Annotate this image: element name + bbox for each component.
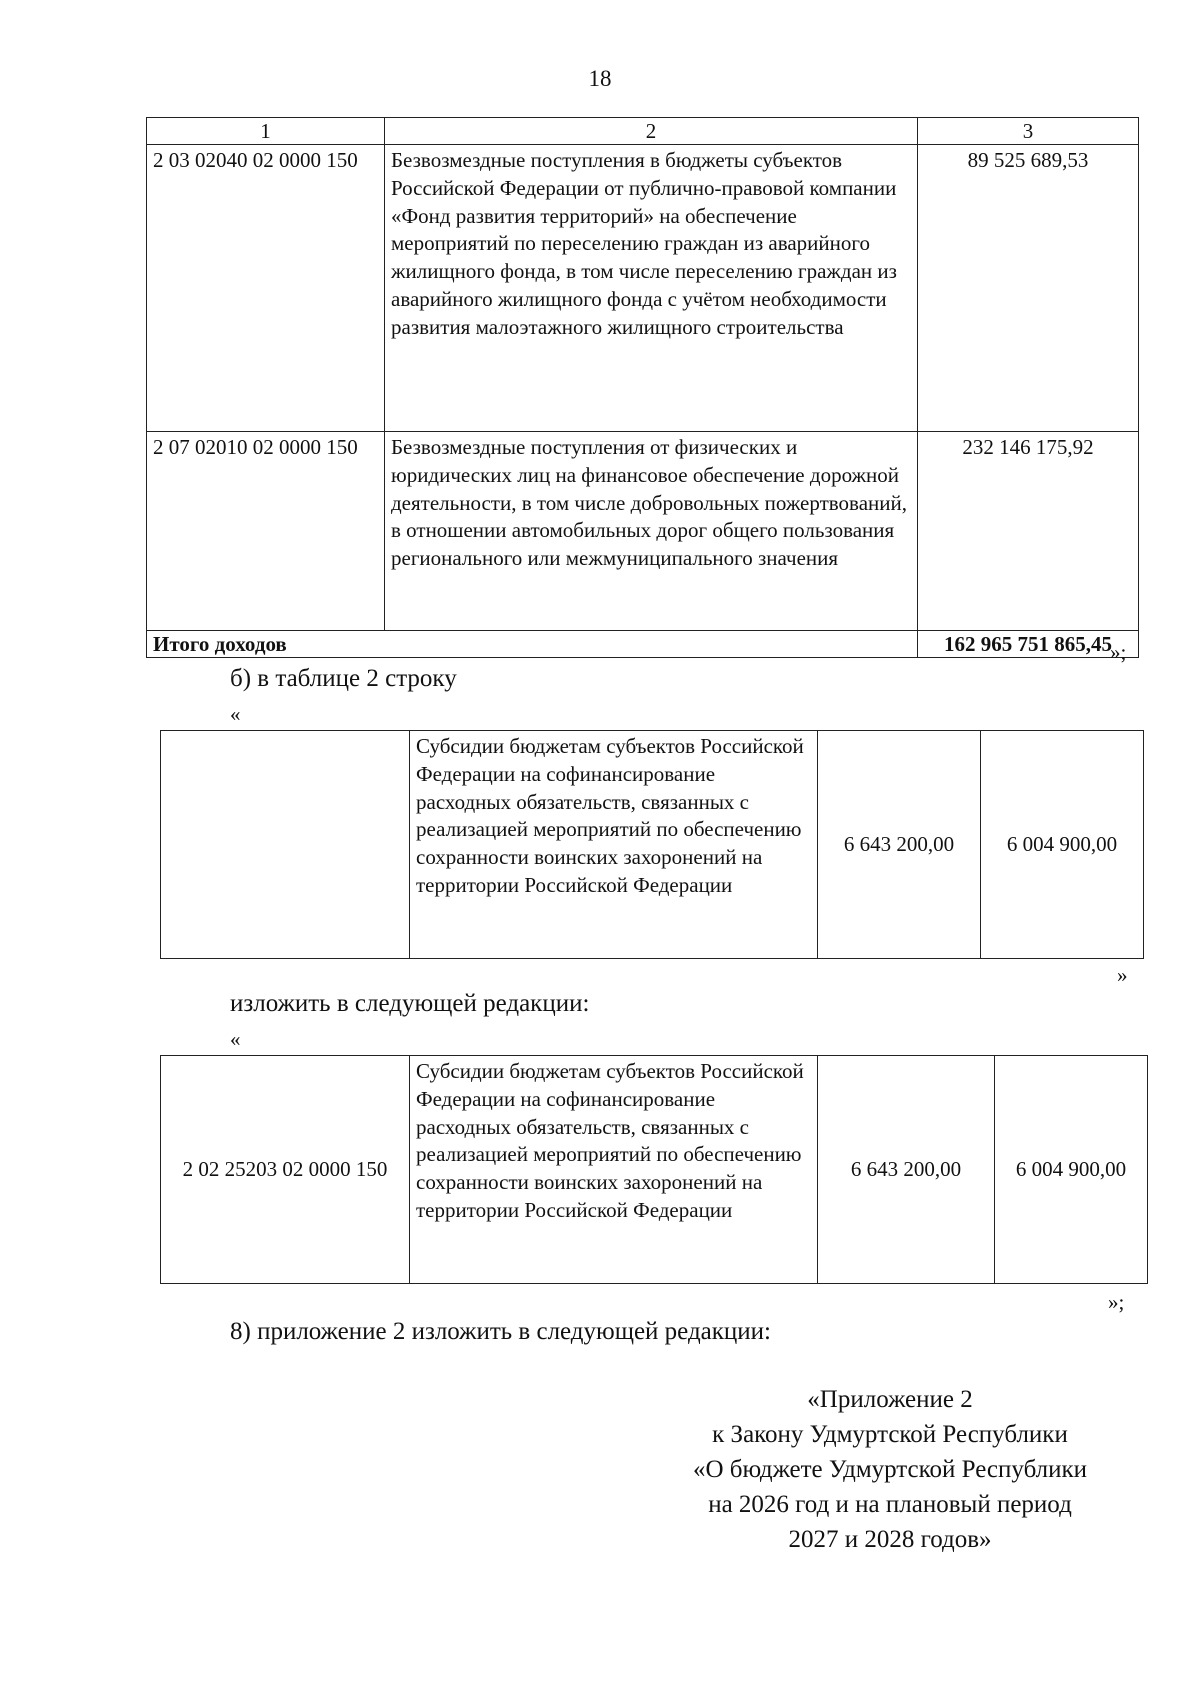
header-col-3: 3 [918, 118, 1139, 145]
row-description: Субсидии бюджетам субъектов Российской Федерации на софинансирование расходных обязательств, связанных с реализацией мероприятий по обеспечению сохранности воинских захоронений на территории Российской Федерации [410, 731, 818, 959]
appendix-line: «О бюджете Удмуртской Республики [692, 1456, 1088, 1483]
closing-quote: »; [1108, 1290, 1125, 1314]
table-row [147, 432, 1139, 631]
row-code: 2 07 02010 02 0000 150 [147, 432, 385, 631]
row-description: Безвозмездные поступления в бюджеты субъектов Российской Федерации от публично-правовой компании «Фонд развития территорий» на обеспечение мероприятий по переселению граждан из аварийного жилищного фонда, в том числе переселению граждан из аварийного жилищного фонда с учётом необходимости развития малоэтажного жилищного строительства [385, 145, 918, 432]
row-amount: 89 525 689,53 [918, 145, 1139, 432]
row-value-2028: 6 004 900,00 [995, 1056, 1148, 1284]
appendix-line: 2027 и 2028 годов» [788, 1526, 992, 1553]
total-row [147, 631, 1139, 658]
row-value-2027: 6 643 200,00 [818, 1056, 995, 1284]
appendix-line: к Закону Удмуртской Республики [712, 1421, 1068, 1448]
old-row-table [160, 730, 1144, 959]
row-amount: 232 146 175,92 [918, 432, 1139, 631]
appendix-line: на 2026 год и на плановый период [708, 1491, 1072, 1518]
new-row-table [160, 1055, 1148, 1284]
closing-quote: »; [1110, 640, 1127, 664]
table-row [147, 145, 1139, 432]
row-code: 2 03 02040 02 0000 150 [147, 145, 385, 432]
total-value: 162 965 751 865,45 [918, 631, 1139, 658]
table-row [161, 1056, 1148, 1284]
header-col-1: 1 [147, 118, 385, 145]
appendix-line: «Приложение 2 [807, 1386, 973, 1413]
header-col-2: 2 [385, 118, 918, 145]
row-description: Субсидии бюджетам субъектов Российской Федерации на софинансирование расходных обязательств, связанных с реализацией мероприятий по обеспечению сохранности воинских захоронений на территории Российской Федерации [410, 1056, 818, 1284]
table-header-row [147, 118, 1139, 145]
row-code [161, 731, 410, 959]
row-code: 2 02 25203 02 0000 150 [161, 1056, 410, 1284]
closing-quote: » [1117, 963, 1128, 987]
paragraph-8: 8) приложение 2 изложить в следующей редакции: [230, 1318, 771, 1345]
opening-quote: « [230, 702, 241, 726]
appendix-header [640, 1382, 1140, 1557]
page-number: 18 [588, 66, 612, 91]
total-label: Итого доходов [147, 631, 918, 658]
row-value-2027: 6 643 200,00 [818, 731, 981, 959]
paragraph-edit: изложить в следующей редакции: [230, 990, 590, 1017]
revenue-table [146, 117, 1139, 658]
paragraph-b: б) в таблице 2 строку [230, 665, 457, 692]
table-row [161, 731, 1144, 959]
row-description: Безвозмездные поступления от физических и юридических лиц на финансовое обеспечение дорожной деятельности, в том числе добровольных пожертвований, в отношении автомобильных дорог общего пользования регионального или межмуниципального значения [385, 432, 918, 631]
row-value-2028: 6 004 900,00 [981, 731, 1144, 959]
opening-quote: « [230, 1027, 241, 1051]
